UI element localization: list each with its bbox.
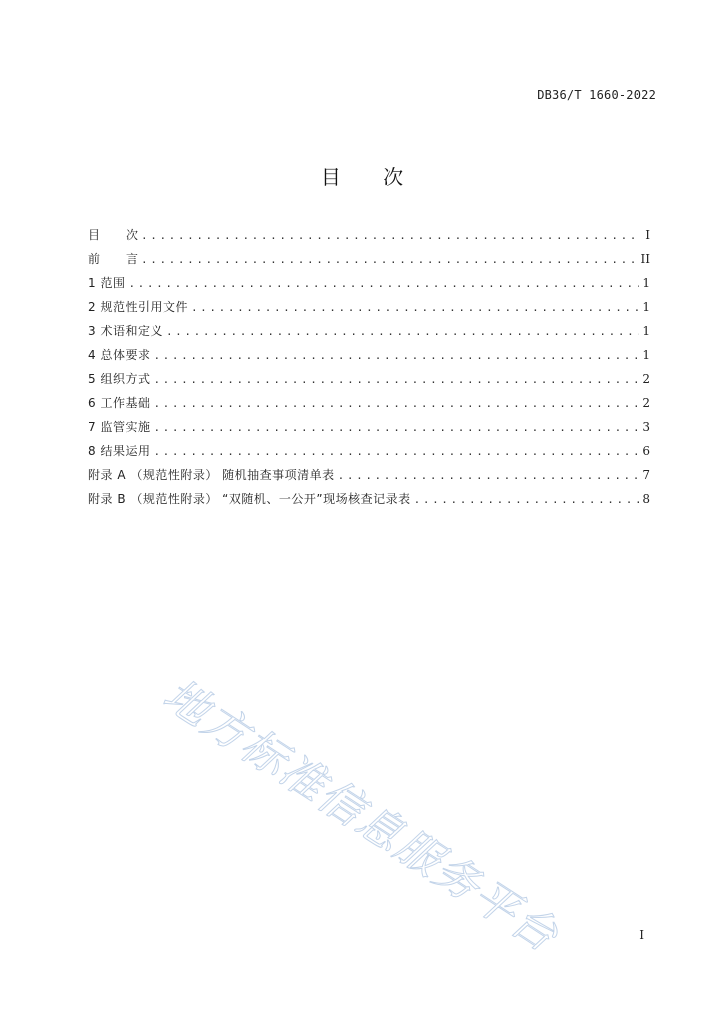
toc-leader-dots	[153, 445, 639, 458]
toc-entry-page: I	[645, 228, 650, 242]
toc-entry-label: 附录 B （规范性附录） “双随机、一公开”现场核查记录表	[88, 492, 411, 506]
toc-entry-page: 7	[642, 468, 650, 482]
toc-entry-organization[interactable]	[88, 370, 650, 394]
toc-entry-foreword[interactable]	[88, 250, 650, 274]
toc-leader-dots	[191, 301, 639, 314]
document-code: DB36/T 1660-2022	[537, 88, 656, 102]
toc-entry-normative-references[interactable]	[88, 298, 650, 322]
toc-leader-dots	[141, 229, 639, 242]
toc-entry-page: 1	[642, 324, 650, 338]
toc-leader-dots	[166, 325, 639, 338]
toc-leader-dots	[141, 253, 638, 266]
toc-entry-appendix-b[interactable]	[88, 490, 650, 514]
toc-entry-page: 2	[642, 372, 650, 386]
toc-entry-label: 2 规范性引用文件	[88, 300, 188, 314]
toc-entry-label: 3 术语和定义	[88, 324, 163, 338]
toc-entry-scope[interactable]	[88, 274, 650, 298]
toc-entry-label-part: 次	[125, 228, 138, 242]
toc-entry-label: 1 范围	[88, 276, 126, 290]
toc-leader-dots	[128, 277, 639, 290]
toc-leader-dots	[153, 397, 639, 410]
toc-entry-label: 8 结果运用	[88, 444, 151, 458]
toc-entry-page: II	[640, 252, 650, 266]
toc-entry-supervision[interactable]	[88, 418, 650, 442]
toc-entry-appendix-a[interactable]	[88, 466, 650, 490]
toc-entry-contents[interactable]	[88, 226, 650, 250]
toc-entry-label: 6 工作基础	[88, 396, 151, 410]
toc-entry-label-part: 言	[125, 252, 138, 266]
toc-entry-label: 7 监管实施	[88, 420, 151, 434]
toc-leader-dots	[153, 421, 639, 434]
toc-leader-dots	[338, 469, 639, 482]
toc-entry-label: 5 组织方式	[88, 372, 151, 386]
toc-entry-terms-definitions[interactable]	[88, 322, 650, 346]
watermark: 地方标准信息服务平台	[154, 669, 568, 963]
toc-leader-dots	[414, 493, 639, 506]
toc-leader-dots	[153, 349, 639, 362]
toc-leader-dots	[153, 373, 639, 386]
toc-entry-label: 4 总体要求	[88, 348, 151, 362]
toc-title: 目 次	[320, 165, 422, 189]
toc-entry-results[interactable]	[88, 442, 650, 466]
toc-entry-label	[88, 250, 138, 267]
table-of-contents	[88, 226, 650, 514]
toc-entry-label: 附录 A （规范性附录） 随机抽查事项清单表	[88, 468, 335, 482]
toc-entry-general-requirements[interactable]	[88, 346, 650, 370]
page-number: I	[639, 928, 644, 942]
toc-entry-label-part: 前	[88, 252, 101, 266]
toc-entry-page: 1	[642, 276, 650, 290]
toc-entry-label	[88, 226, 138, 243]
toc-entry-page: 2	[642, 396, 650, 410]
toc-entry-page: 8	[642, 492, 650, 506]
toc-entry-page: 1	[642, 300, 650, 314]
toc-entry-label-part: 目	[88, 228, 101, 242]
toc-entry-page: 3	[642, 420, 650, 434]
toc-entry-page: 6	[642, 444, 650, 458]
toc-entry-page: 1	[642, 348, 650, 362]
toc-entry-work-basis[interactable]	[88, 394, 650, 418]
